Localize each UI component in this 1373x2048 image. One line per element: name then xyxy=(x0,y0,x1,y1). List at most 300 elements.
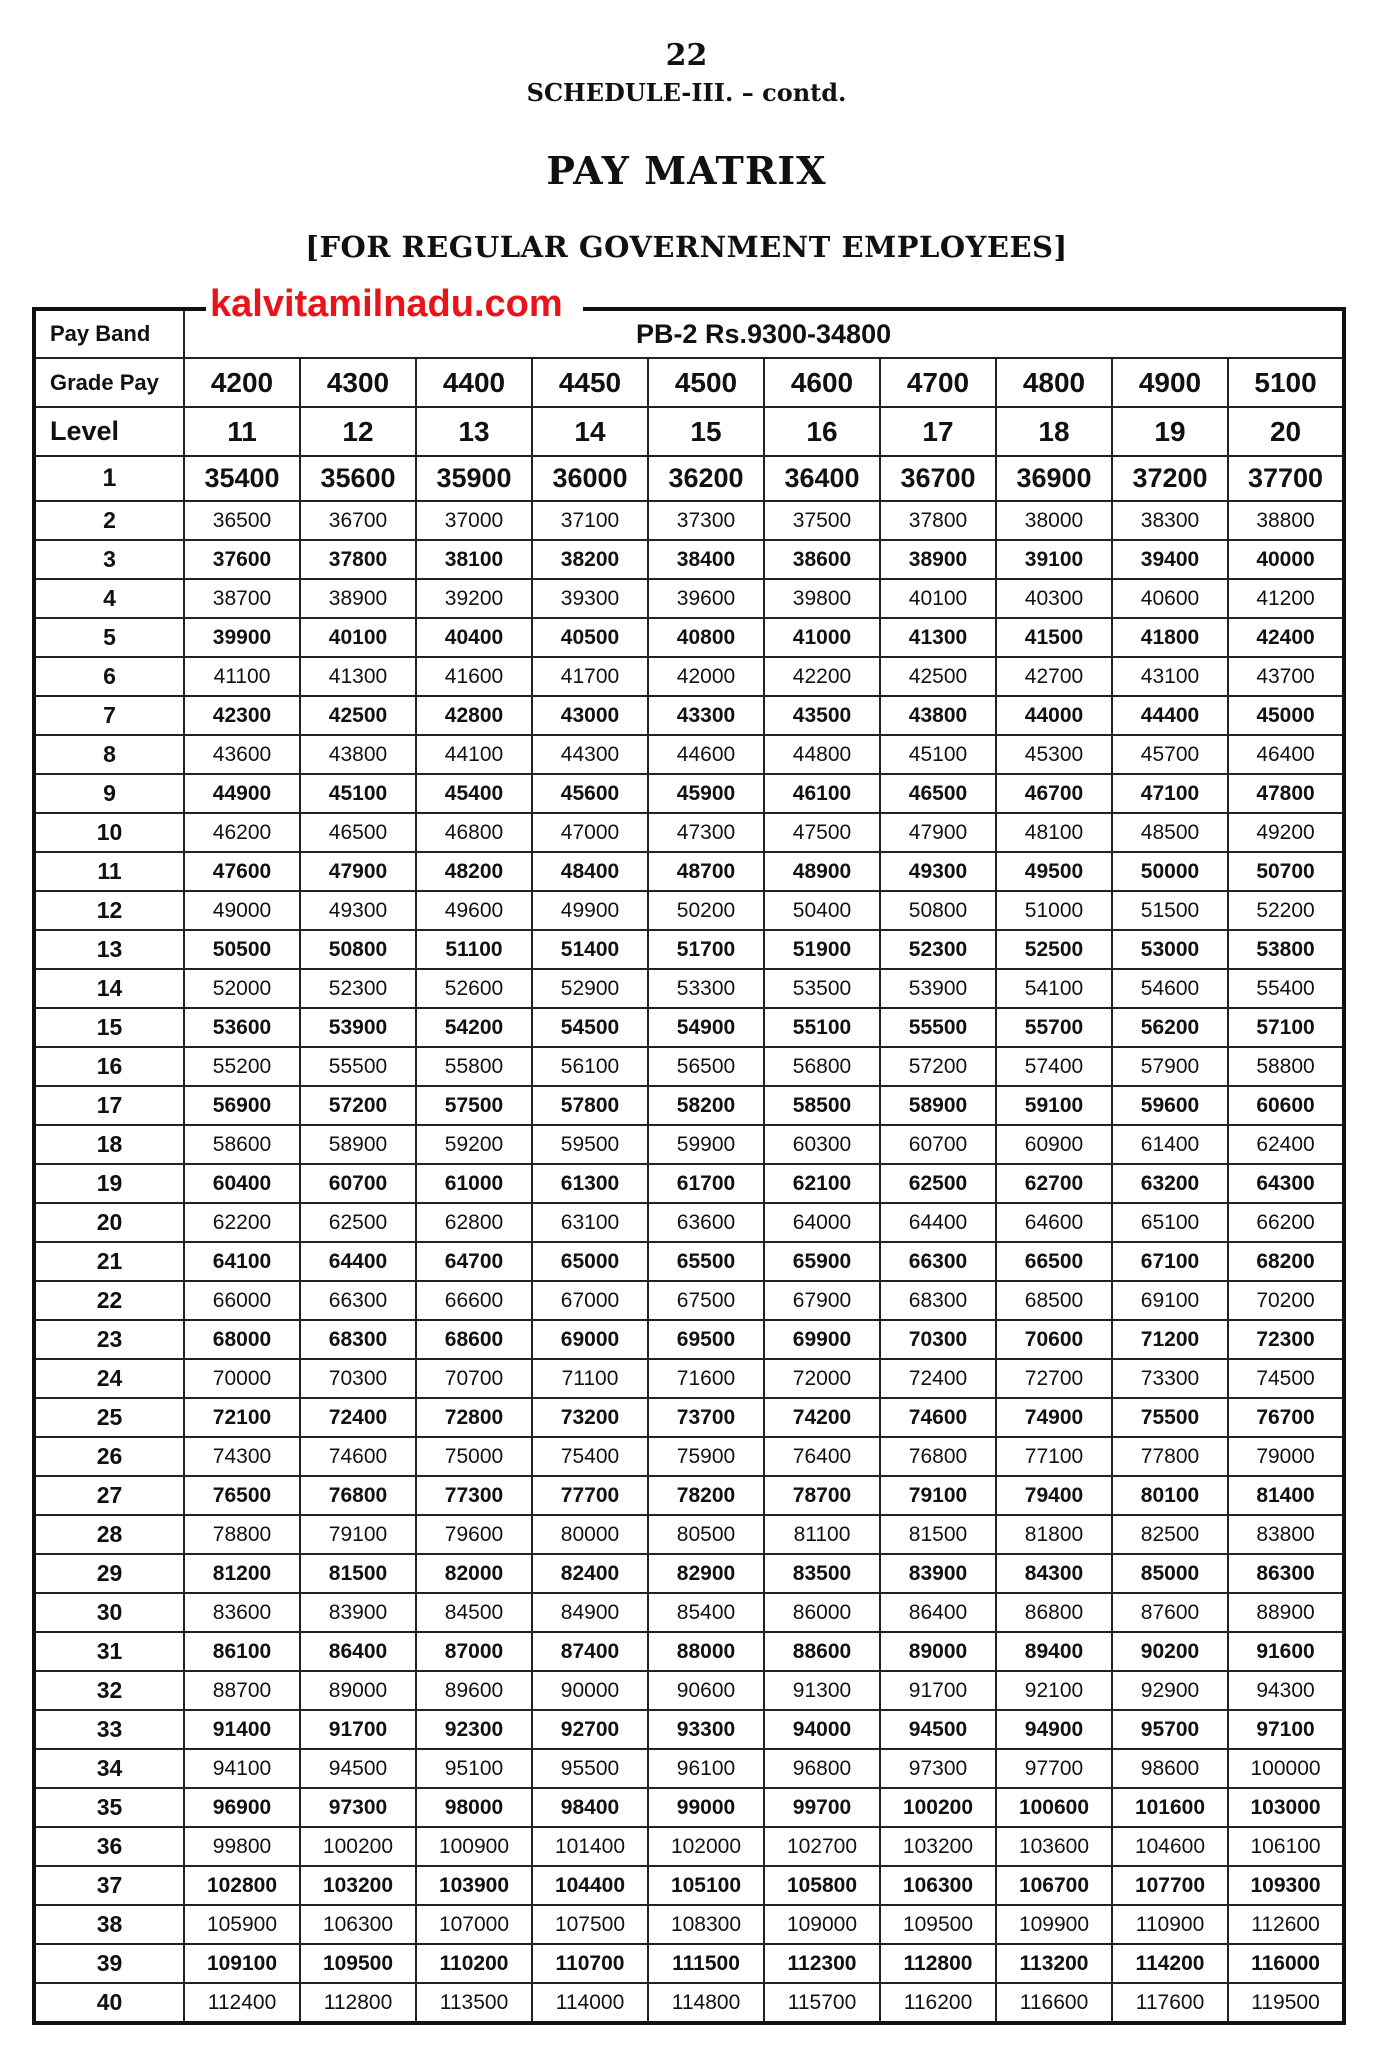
pay-cell: 75500 xyxy=(1112,1398,1228,1437)
pay-cell: 52000 xyxy=(184,969,300,1008)
pay-cell: 77700 xyxy=(532,1476,648,1515)
row-index-cell: 14 xyxy=(34,969,184,1008)
pay-cell: 50000 xyxy=(1112,852,1228,891)
table-row xyxy=(34,1671,1344,1710)
pay-cell: 112400 xyxy=(184,1983,300,2023)
pay-cell: 88700 xyxy=(184,1671,300,1710)
pay-cell: 106300 xyxy=(300,1905,416,1944)
pay-cell: 70600 xyxy=(996,1320,1112,1359)
pay-cell: 81200 xyxy=(184,1554,300,1593)
pay-cell: 42200 xyxy=(764,657,880,696)
pay-cell: 92100 xyxy=(996,1671,1112,1710)
table-row xyxy=(34,1047,1344,1086)
pay-cell: 96100 xyxy=(648,1749,764,1788)
pay-cell: 46800 xyxy=(416,813,532,852)
pay-cell: 38800 xyxy=(1228,501,1344,540)
table-row xyxy=(34,456,1344,501)
table-row xyxy=(34,1827,1344,1866)
pay-cell: 91300 xyxy=(764,1671,880,1710)
pay-cell: 66200 xyxy=(1228,1203,1344,1242)
pay-cell: 53900 xyxy=(300,1008,416,1047)
pay-cell: 41500 xyxy=(996,618,1112,657)
row-index-cell: 37 xyxy=(34,1866,184,1905)
pay-cell: 80000 xyxy=(532,1515,648,1554)
pay-cell: 52500 xyxy=(996,930,1112,969)
pay-cell: 76800 xyxy=(300,1476,416,1515)
pay-cell: 116200 xyxy=(880,1983,996,2023)
row-index-cell: 29 xyxy=(34,1554,184,1593)
pay-cell: 100200 xyxy=(300,1827,416,1866)
pay-cell: 42000 xyxy=(648,657,764,696)
pay-cell: 95100 xyxy=(416,1749,532,1788)
pay-cell: 80100 xyxy=(1112,1476,1228,1515)
pay-cell: 45400 xyxy=(416,774,532,813)
pay-cell: 58600 xyxy=(184,1125,300,1164)
pay-cell: 109100 xyxy=(184,1944,300,1983)
pay-cell: 65900 xyxy=(764,1242,880,1281)
pay-cell: 53300 xyxy=(648,969,764,1008)
pay-cell: 57800 xyxy=(532,1086,648,1125)
pay-cell: 102800 xyxy=(184,1866,300,1905)
pay-cell: 90000 xyxy=(532,1671,648,1710)
pay-cell: 40000 xyxy=(1228,540,1344,579)
pay-cell: 36000 xyxy=(532,456,648,501)
pay-cell: 79100 xyxy=(880,1476,996,1515)
level-cell: 13 xyxy=(416,407,532,456)
pay-cell: 43700 xyxy=(1228,657,1344,696)
pay-cell: 90200 xyxy=(1112,1632,1228,1671)
level-cell: 18 xyxy=(996,407,1112,456)
pay-cell: 47300 xyxy=(648,813,764,852)
pay-cell: 54200 xyxy=(416,1008,532,1047)
row-index-cell: 25 xyxy=(34,1398,184,1437)
row-index-cell: 20 xyxy=(34,1203,184,1242)
pay-cell: 40500 xyxy=(532,618,648,657)
row-index-cell: 4 xyxy=(34,579,184,618)
pay-cell: 47000 xyxy=(532,813,648,852)
pay-cell: 72400 xyxy=(880,1359,996,1398)
pay-cell: 51000 xyxy=(996,891,1112,930)
table-row xyxy=(34,852,1344,891)
pay-cell: 60700 xyxy=(300,1164,416,1203)
pay-cell: 54600 xyxy=(1112,969,1228,1008)
pay-cell: 37000 xyxy=(416,501,532,540)
pay-cell: 92700 xyxy=(532,1710,648,1749)
pay-cell: 55800 xyxy=(416,1047,532,1086)
row-index-cell: 38 xyxy=(34,1905,184,1944)
pay-cell: 61400 xyxy=(1112,1125,1228,1164)
pay-cell: 64000 xyxy=(764,1203,880,1242)
pay-cell: 97300 xyxy=(880,1749,996,1788)
pay-cell: 72800 xyxy=(416,1398,532,1437)
table-row xyxy=(34,696,1344,735)
pay-cell: 94500 xyxy=(880,1710,996,1749)
pay-cell: 105800 xyxy=(764,1866,880,1905)
row-index-cell: 12 xyxy=(34,891,184,930)
level-cell: 15 xyxy=(648,407,764,456)
pay-cell: 36900 xyxy=(996,456,1112,501)
pay-cell: 40800 xyxy=(648,618,764,657)
pay-cell: 66000 xyxy=(184,1281,300,1320)
pay-cell: 38300 xyxy=(1112,501,1228,540)
pay-cell: 80500 xyxy=(648,1515,764,1554)
pay-cell: 37100 xyxy=(532,501,648,540)
pay-cell: 111500 xyxy=(648,1944,764,1983)
pay-cell: 49300 xyxy=(880,852,996,891)
pay-cell: 81500 xyxy=(300,1554,416,1593)
pay-cell: 77800 xyxy=(1112,1437,1228,1476)
grade-pay-cell: 4500 xyxy=(648,358,764,407)
row-index-cell: 30 xyxy=(34,1593,184,1632)
pay-cell: 99800 xyxy=(184,1827,300,1866)
table-row xyxy=(34,1164,1344,1203)
table-row xyxy=(34,930,1344,969)
pay-cell: 50700 xyxy=(1228,852,1344,891)
pay-cell: 61300 xyxy=(532,1164,648,1203)
table-row xyxy=(34,1866,1344,1905)
pay-cell: 89600 xyxy=(416,1671,532,1710)
pay-cell: 46500 xyxy=(300,813,416,852)
pay-cell: 41100 xyxy=(184,657,300,696)
pay-cell: 55100 xyxy=(764,1008,880,1047)
pay-cell: 70200 xyxy=(1228,1281,1344,1320)
table-row xyxy=(34,735,1344,774)
pay-cell: 43800 xyxy=(880,696,996,735)
pay-cell: 89400 xyxy=(996,1632,1112,1671)
pay-cell: 42700 xyxy=(996,657,1112,696)
pay-matrix-table xyxy=(32,307,1346,2025)
pay-cell: 48200 xyxy=(416,852,532,891)
pay-cell: 70300 xyxy=(880,1320,996,1359)
pay-cell: 68300 xyxy=(880,1281,996,1320)
pay-cell: 116000 xyxy=(1228,1944,1344,1983)
table-row xyxy=(34,1515,1344,1554)
pay-cell: 81500 xyxy=(880,1515,996,1554)
pay-cell: 109500 xyxy=(300,1944,416,1983)
row-index-cell: 39 xyxy=(34,1944,184,1983)
pay-cell: 107700 xyxy=(1112,1866,1228,1905)
grade-pay-cell: 4300 xyxy=(300,358,416,407)
pay-cell: 102700 xyxy=(764,1827,880,1866)
pay-cell: 53800 xyxy=(1228,930,1344,969)
pay-cell: 42500 xyxy=(300,696,416,735)
pay-cell: 64100 xyxy=(184,1242,300,1281)
pay-cell: 38200 xyxy=(532,540,648,579)
pay-cell: 83500 xyxy=(764,1554,880,1593)
pay-cell: 36200 xyxy=(648,456,764,501)
pay-cell: 83900 xyxy=(880,1554,996,1593)
pay-cell: 74500 xyxy=(1228,1359,1344,1398)
pay-cell: 55500 xyxy=(880,1008,996,1047)
pay-cell: 68500 xyxy=(996,1281,1112,1320)
row-index-cell: 1 xyxy=(34,456,184,501)
pay-cell: 112800 xyxy=(300,1983,416,2023)
pay-cell: 95700 xyxy=(1112,1710,1228,1749)
pay-cell: 53600 xyxy=(184,1008,300,1047)
grade-pay-cell: 4900 xyxy=(1112,358,1228,407)
pay-cell: 70300 xyxy=(300,1359,416,1398)
pay-cell: 110900 xyxy=(1112,1905,1228,1944)
pay-cell: 54100 xyxy=(996,969,1112,1008)
pay-cell: 67000 xyxy=(532,1281,648,1320)
pay-cell: 94500 xyxy=(300,1749,416,1788)
pay-cell: 77300 xyxy=(416,1476,532,1515)
pay-cell: 60900 xyxy=(996,1125,1112,1164)
pay-cell: 104600 xyxy=(1112,1827,1228,1866)
pay-cell: 42800 xyxy=(416,696,532,735)
pay-cell: 68200 xyxy=(1228,1242,1344,1281)
pay-cell: 49900 xyxy=(532,891,648,930)
pay-cell: 48100 xyxy=(996,813,1112,852)
page-title: PAY MATRIX xyxy=(546,148,827,193)
pay-cell: 71100 xyxy=(532,1359,648,1398)
pay-cell: 82900 xyxy=(648,1554,764,1593)
pay-cell: 45300 xyxy=(996,735,1112,774)
pay-cell: 38600 xyxy=(764,540,880,579)
level-cell: 20 xyxy=(1228,407,1344,456)
pay-cell: 106700 xyxy=(996,1866,1112,1905)
pay-cell: 98000 xyxy=(416,1788,532,1827)
pay-cell: 37300 xyxy=(648,501,764,540)
pay-cell: 64400 xyxy=(880,1203,996,1242)
grade-pay-cell: 5100 xyxy=(1228,358,1344,407)
pay-cell: 106300 xyxy=(880,1866,996,1905)
pay-cell: 44400 xyxy=(1112,696,1228,735)
pay-cell: 88600 xyxy=(764,1632,880,1671)
pay-cell: 39400 xyxy=(1112,540,1228,579)
page-subtitle: [FOR REGULAR GOVERNMENT EMPLOYEES] xyxy=(305,230,1068,264)
pay-cell: 36500 xyxy=(184,501,300,540)
pay-cell: 81800 xyxy=(996,1515,1112,1554)
pay-cell: 39600 xyxy=(648,579,764,618)
pay-cell: 79000 xyxy=(1228,1437,1344,1476)
pay-cell: 108300 xyxy=(648,1905,764,1944)
pay-cell: 85400 xyxy=(648,1593,764,1632)
pay-cell: 105100 xyxy=(648,1866,764,1905)
pay-cell: 45100 xyxy=(880,735,996,774)
pay-cell: 66600 xyxy=(416,1281,532,1320)
pay-cell: 35600 xyxy=(300,456,416,501)
pay-cell: 86000 xyxy=(764,1593,880,1632)
pay-cell: 103900 xyxy=(416,1866,532,1905)
row-index-cell: 10 xyxy=(34,813,184,852)
row-index-cell: 33 xyxy=(34,1710,184,1749)
pay-cell: 83600 xyxy=(184,1593,300,1632)
pay-cell: 59500 xyxy=(532,1125,648,1164)
pay-cell: 94000 xyxy=(764,1710,880,1749)
row-index-cell: 34 xyxy=(34,1749,184,1788)
pay-cell: 96900 xyxy=(184,1788,300,1827)
pay-cell: 64400 xyxy=(300,1242,416,1281)
row-index-cell: 18 xyxy=(34,1125,184,1164)
pay-cell: 63200 xyxy=(1112,1164,1228,1203)
pay-cell: 87600 xyxy=(1112,1593,1228,1632)
row-index-cell: 32 xyxy=(34,1671,184,1710)
row-index-cell: 16 xyxy=(34,1047,184,1086)
pay-cell: 69100 xyxy=(1112,1281,1228,1320)
pay-cell: 43600 xyxy=(184,735,300,774)
table-row xyxy=(34,1710,1344,1749)
pay-cell: 69500 xyxy=(648,1320,764,1359)
pay-cell: 56500 xyxy=(648,1047,764,1086)
pay-cell: 84500 xyxy=(416,1593,532,1632)
row-index-cell: 36 xyxy=(34,1827,184,1866)
pay-cell: 100200 xyxy=(880,1788,996,1827)
pay-cell: 38000 xyxy=(996,501,1112,540)
pay-cell: 48500 xyxy=(1112,813,1228,852)
pay-cell: 55400 xyxy=(1228,969,1344,1008)
pay-cell: 109000 xyxy=(764,1905,880,1944)
pay-cell: 60300 xyxy=(764,1125,880,1164)
pay-cell: 56800 xyxy=(764,1047,880,1086)
pay-cell: 94100 xyxy=(184,1749,300,1788)
pay-cell: 94900 xyxy=(996,1710,1112,1749)
pay-cell: 53900 xyxy=(880,969,996,1008)
pay-cell: 46100 xyxy=(764,774,880,813)
pay-cell: 75000 xyxy=(416,1437,532,1476)
pay-cell: 97100 xyxy=(1228,1710,1344,1749)
pay-cell: 62100 xyxy=(764,1164,880,1203)
pay-cell: 119500 xyxy=(1228,1983,1344,2023)
pay-cell: 63600 xyxy=(648,1203,764,1242)
pay-cell: 100000 xyxy=(1228,1749,1344,1788)
pay-cell: 73200 xyxy=(532,1398,648,1437)
pay-cell: 76800 xyxy=(880,1437,996,1476)
pay-cell: 88000 xyxy=(648,1632,764,1671)
pay-cell: 112300 xyxy=(764,1944,880,1983)
pay-cell: 97700 xyxy=(996,1749,1112,1788)
row-index-cell: 27 xyxy=(34,1476,184,1515)
pay-cell: 41700 xyxy=(532,657,648,696)
pay-cell: 43000 xyxy=(532,696,648,735)
row-index-cell: 40 xyxy=(34,1983,184,2023)
pay-cell: 48400 xyxy=(532,852,648,891)
pay-cell: 86100 xyxy=(184,1632,300,1671)
pay-cell: 55200 xyxy=(184,1047,300,1086)
pay-cell: 72100 xyxy=(184,1398,300,1437)
pay-cell: 43500 xyxy=(764,696,880,735)
pay-cell: 51400 xyxy=(532,930,648,969)
pay-cell: 55700 xyxy=(996,1008,1112,1047)
pay-cell: 72400 xyxy=(300,1398,416,1437)
pay-cell: 65100 xyxy=(1112,1203,1228,1242)
pay-band-value: PB-2 Rs.9300-34800 xyxy=(184,309,1344,358)
pay-cell: 101600 xyxy=(1112,1788,1228,1827)
pay-cell: 51900 xyxy=(764,930,880,969)
table-row xyxy=(34,1905,1344,1944)
watermark: kalvitamilnadu.com xyxy=(206,283,583,326)
pay-cell: 103000 xyxy=(1228,1788,1344,1827)
pay-cell: 37800 xyxy=(300,540,416,579)
pay-cell: 52300 xyxy=(880,930,996,969)
pay-cell: 36700 xyxy=(880,456,996,501)
pay-cell: 112600 xyxy=(1228,1905,1344,1944)
row-index-cell: 26 xyxy=(34,1437,184,1476)
pay-cell: 41200 xyxy=(1228,579,1344,618)
pay-cell: 83900 xyxy=(300,1593,416,1632)
pay-cell: 50800 xyxy=(880,891,996,930)
pay-cell: 43100 xyxy=(1112,657,1228,696)
pay-cell: 68300 xyxy=(300,1320,416,1359)
pay-cell: 114000 xyxy=(532,1983,648,2023)
row-index-cell: 17 xyxy=(34,1086,184,1125)
pay-cell: 38700 xyxy=(184,579,300,618)
pay-cell: 38100 xyxy=(416,540,532,579)
pay-cell: 44000 xyxy=(996,696,1112,735)
table-row xyxy=(34,1125,1344,1164)
pay-cell: 114800 xyxy=(648,1983,764,2023)
pay-cell: 39800 xyxy=(764,579,880,618)
pay-cell: 43800 xyxy=(300,735,416,774)
row-index-cell: 11 xyxy=(34,852,184,891)
pay-cell: 36700 xyxy=(300,501,416,540)
pay-cell: 71600 xyxy=(648,1359,764,1398)
pay-cell: 40300 xyxy=(996,579,1112,618)
pay-cell: 48700 xyxy=(648,852,764,891)
row-index-cell: 2 xyxy=(34,501,184,540)
pay-cell: 70000 xyxy=(184,1359,300,1398)
pay-cell: 50500 xyxy=(184,930,300,969)
pay-cell: 67100 xyxy=(1112,1242,1228,1281)
pay-cell: 66300 xyxy=(880,1242,996,1281)
pay-cell: 74600 xyxy=(880,1398,996,1437)
pay-cell: 42300 xyxy=(184,696,300,735)
pay-cell: 50800 xyxy=(300,930,416,969)
pay-cell: 59900 xyxy=(648,1125,764,1164)
pay-cell: 92300 xyxy=(416,1710,532,1749)
pay-cell: 114200 xyxy=(1112,1944,1228,1983)
grade-pay-cell: 4400 xyxy=(416,358,532,407)
pay-cell: 89000 xyxy=(880,1632,996,1671)
pay-cell: 57200 xyxy=(880,1047,996,1086)
grade-pay-cell: 4450 xyxy=(532,358,648,407)
pay-cell: 70700 xyxy=(416,1359,532,1398)
pay-cell: 99000 xyxy=(648,1788,764,1827)
pay-cell: 41000 xyxy=(764,618,880,657)
pay-cell: 115700 xyxy=(764,1983,880,2023)
pay-cell: 86800 xyxy=(996,1593,1112,1632)
row-index-cell: 19 xyxy=(34,1164,184,1203)
pay-cell: 65000 xyxy=(532,1242,648,1281)
row-index-cell: 15 xyxy=(34,1008,184,1047)
pay-cell: 49600 xyxy=(416,891,532,930)
pay-cell: 102000 xyxy=(648,1827,764,1866)
pay-cell: 37800 xyxy=(880,501,996,540)
pay-cell: 69900 xyxy=(764,1320,880,1359)
row-index-cell: 13 xyxy=(34,930,184,969)
pay-cell: 90600 xyxy=(648,1671,764,1710)
page-number: 22 xyxy=(665,38,708,73)
pay-cell: 106100 xyxy=(1228,1827,1344,1866)
pay-cell: 76700 xyxy=(1228,1398,1344,1437)
pay-cell: 84300 xyxy=(996,1554,1112,1593)
pay-cell: 47900 xyxy=(300,852,416,891)
pay-cell: 41800 xyxy=(1112,618,1228,657)
pay-cell: 86400 xyxy=(880,1593,996,1632)
table-row xyxy=(34,1008,1344,1047)
row-index-cell: 24 xyxy=(34,1359,184,1398)
pay-cell: 58500 xyxy=(764,1086,880,1125)
pay-cell: 62500 xyxy=(300,1203,416,1242)
pay-cell: 74200 xyxy=(764,1398,880,1437)
pay-cell: 98400 xyxy=(532,1788,648,1827)
pay-cell: 85000 xyxy=(1112,1554,1228,1593)
pay-cell: 88900 xyxy=(1228,1593,1344,1632)
pay-cell: 87400 xyxy=(532,1632,648,1671)
row-index-cell: 8 xyxy=(34,735,184,774)
table-row xyxy=(34,1281,1344,1320)
level-row xyxy=(34,407,1344,456)
